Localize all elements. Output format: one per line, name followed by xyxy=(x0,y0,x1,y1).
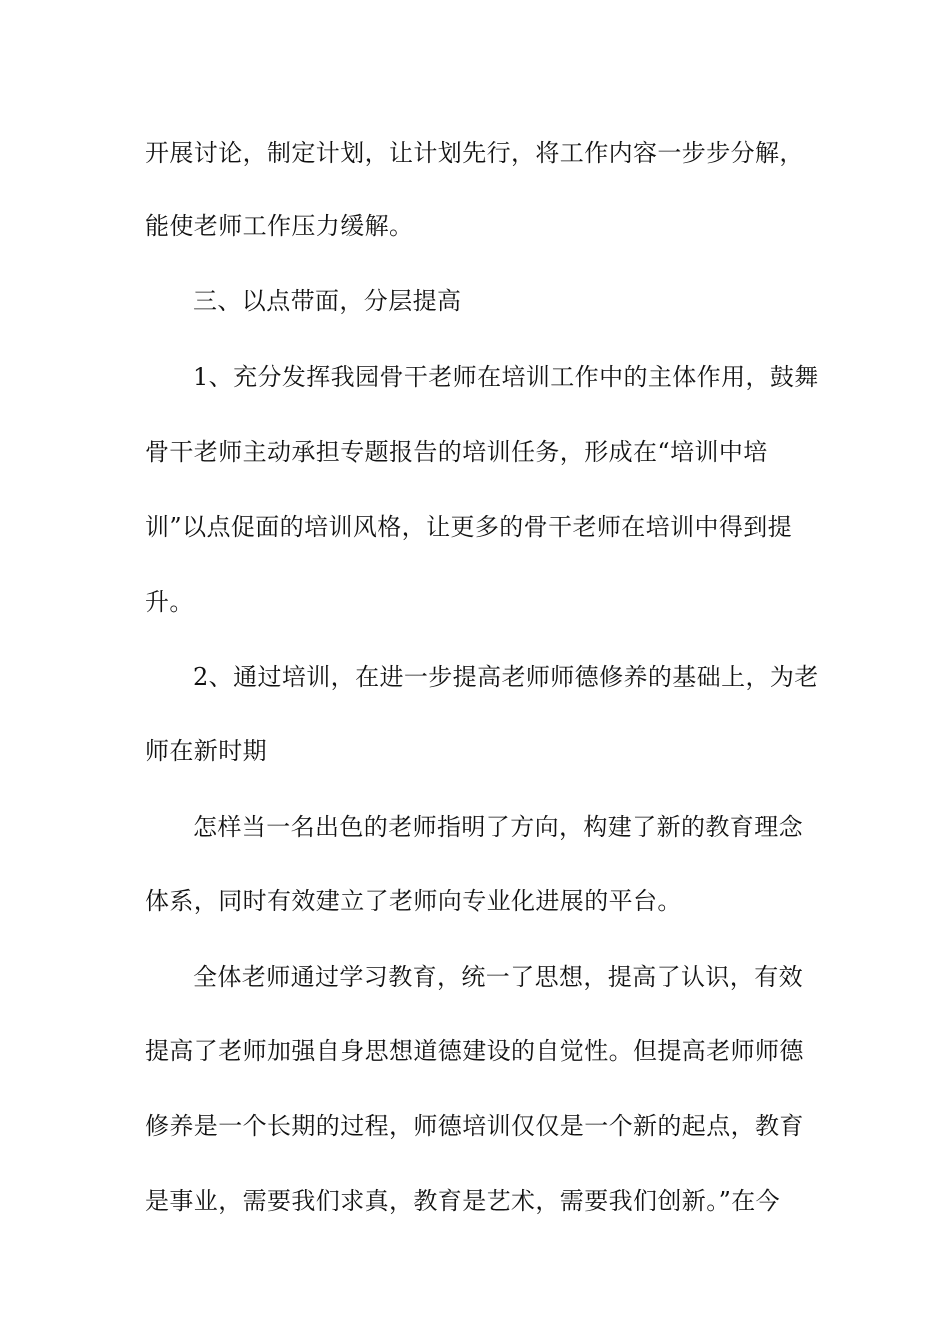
text-line: 训”以点促面的培训风格，让更多的骨干老师在培训中得到提 xyxy=(145,513,793,541)
text-line: 是事业，需要我们求真，教育是艺术，需要我们创新。”在今 xyxy=(145,1187,781,1215)
text-line: 体系，同时有效建立了老师向专业化进展的平台。 xyxy=(145,887,682,915)
text-line: 能使老师工作压力缓解。 xyxy=(145,212,414,240)
text-line: 1、充分发挥我园骨干老师在培训工作中的主体作用，鼓舞 xyxy=(193,363,819,391)
text-line: 升。 xyxy=(145,588,194,616)
text-line: 修养是一个长期的过程，师德培训仅仅是一个新的起点，教育 xyxy=(145,1112,804,1140)
text-line: 2、通过培训，在进一步提高老师师德修养的基础上，为老 xyxy=(193,663,819,691)
text-line: 开展讨论，制定计划，让计划先行，将工作内容一步步分解， xyxy=(145,139,804,167)
text-line: 全体老师通过学习教育，统一了思想，提高了认识，有效 xyxy=(193,963,803,991)
text-line: 骨干老师主动承担专题报告的培训任务，形成在“培训中培 xyxy=(145,438,768,466)
text-line: 怎样当一名出色的老师指明了方向，构建了新的教育理念 xyxy=(193,813,803,841)
section-heading: 三、以点带面，分层提高 xyxy=(193,287,462,315)
text-line: 师在新时期 xyxy=(145,737,267,765)
text-line: 提高了老师加强自身思想道德建设的自觉性。但提高老师师德 xyxy=(145,1037,804,1065)
